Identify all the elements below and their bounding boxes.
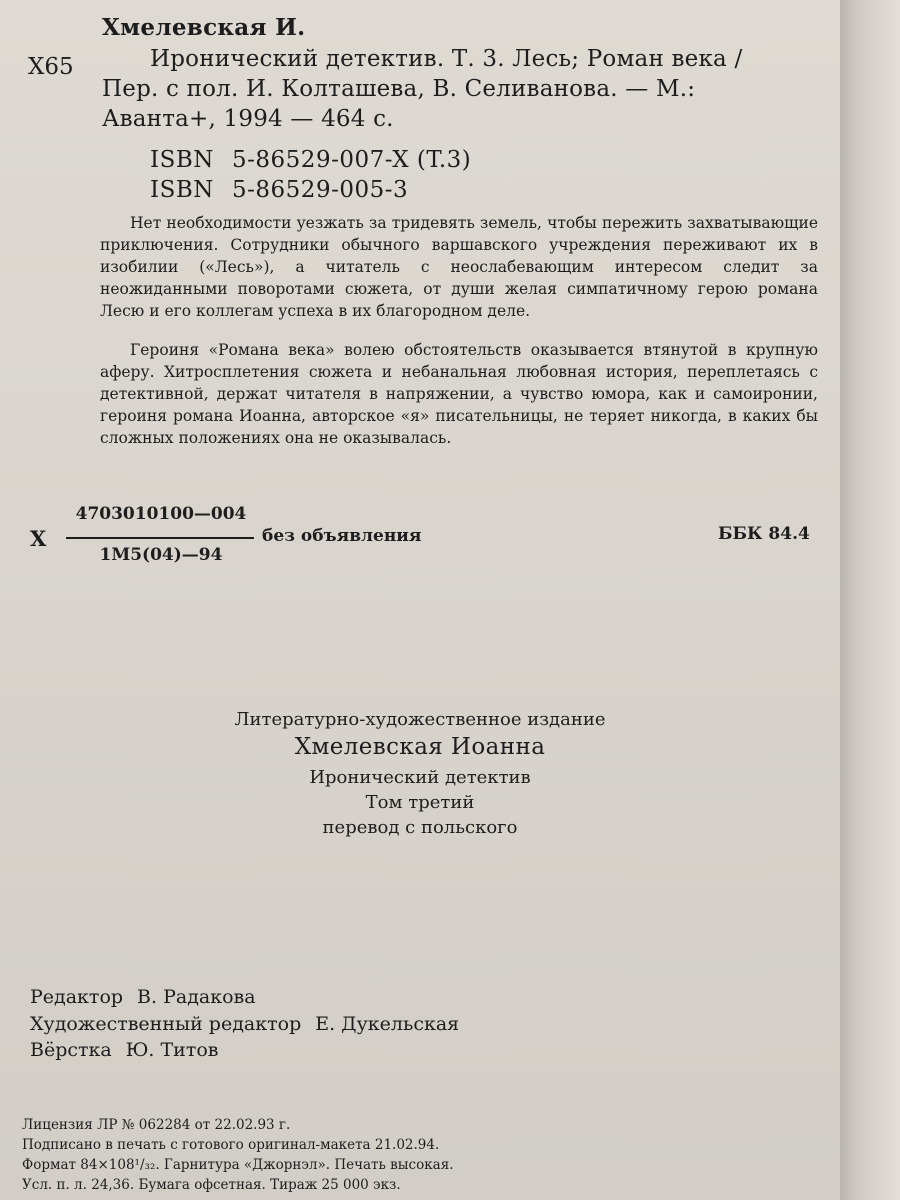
fraction-bar: [66, 537, 254, 539]
annotation-paragraph-2: Героиня «Романа века» волею обстоятельств оказывается втянутой в крупную аферу. Хитросплетения сюжета и небанальная любовная история, переплетаясь с детективной, держат читателя в напряжении, а чувство юмора, как и самоиронии, героиня романа Иоанна, авторское «я» писательницы, не теряет никогда, в каких бы сложных положениях она не оказывалась.: [100, 341, 818, 447]
imprint-format: Формат 84×108¹/₃₂. Гарнитура «Джорнэл». Печать высокая.: [22, 1157, 454, 1173]
isbn-label: ISBN: [150, 177, 214, 203]
staff-editor: [30, 986, 256, 1008]
isbn-line-1: [150, 147, 471, 173]
title-line-3: Аванта+, 1994 — 464 с.: [102, 106, 394, 132]
staff-layout: [30, 1039, 218, 1061]
staff-name: В. Радакова: [137, 986, 256, 1008]
staff-role: Редактор: [30, 986, 124, 1008]
imprint-signed: Подписано в печать с готового оригинал-макета 21.02.94.: [22, 1137, 440, 1153]
classification-numerator: 4703010100—004: [75, 504, 247, 524]
bbk-code: ББК 84.4: [718, 524, 810, 544]
annotation-2: [100, 339, 818, 449]
staff-art-editor: [30, 1013, 459, 1035]
edition-volume: Том третий: [365, 792, 475, 813]
isbn-value: 5-86529-007-X (T.3): [232, 147, 472, 173]
classification-x: X: [30, 526, 47, 551]
staff-name: Ю. Титов: [125, 1039, 219, 1061]
title-line-1: Иронический детектив. Т. 3. Лесь; Роман века /: [150, 46, 743, 72]
isbn-value: 5-86529-005-3: [232, 177, 409, 203]
staff-role: Художественный редактор: [30, 1013, 302, 1035]
imprint-paper: Усл. п. л. 24,36. Бумага офсетная. Тираж 25 000 экз.: [22, 1177, 401, 1193]
imprint-license: Лицензия ЛР № 062284 от 22.02.93 г.: [22, 1117, 291, 1133]
library-code: X65: [28, 54, 74, 80]
classification-note: без объявления: [262, 526, 422, 546]
annotation-paragraph-1: Нет необходимости уезжать за тридевять земель, чтобы пережить захватывающие приключения. Сотрудники обычного варшавского учреждения переживают их в изобилии («Лесь»), а читатель с неослабевающим интересом следит за неожиданными поворотами сюжета, от души желая симпатичному герою романа Лесю и его коллегам успеха в их благородном деле.: [100, 214, 818, 320]
edition-translation: перевод с польского: [322, 817, 518, 838]
page-edge-shadow: [840, 0, 900, 1200]
edition-series: Иронический детектив: [309, 767, 531, 788]
title-line-2: Пер. с пол. И. Колташева, В. Селиванова. — М.:: [102, 76, 696, 102]
edition-type: Литературно-художественное издание: [234, 709, 606, 730]
author-name: Хмелевская И.: [102, 14, 306, 41]
annotation: [100, 212, 818, 322]
isbn-label: ISBN: [150, 147, 214, 173]
staff-name: Е. Дукельская: [315, 1013, 460, 1035]
isbn-line-2: [150, 177, 408, 203]
edition-author: Хмелевская Иоанна: [294, 734, 546, 760]
classification-denominator: 1M5(04)—94: [99, 545, 223, 565]
staff-role: Вёрстка: [30, 1039, 112, 1061]
